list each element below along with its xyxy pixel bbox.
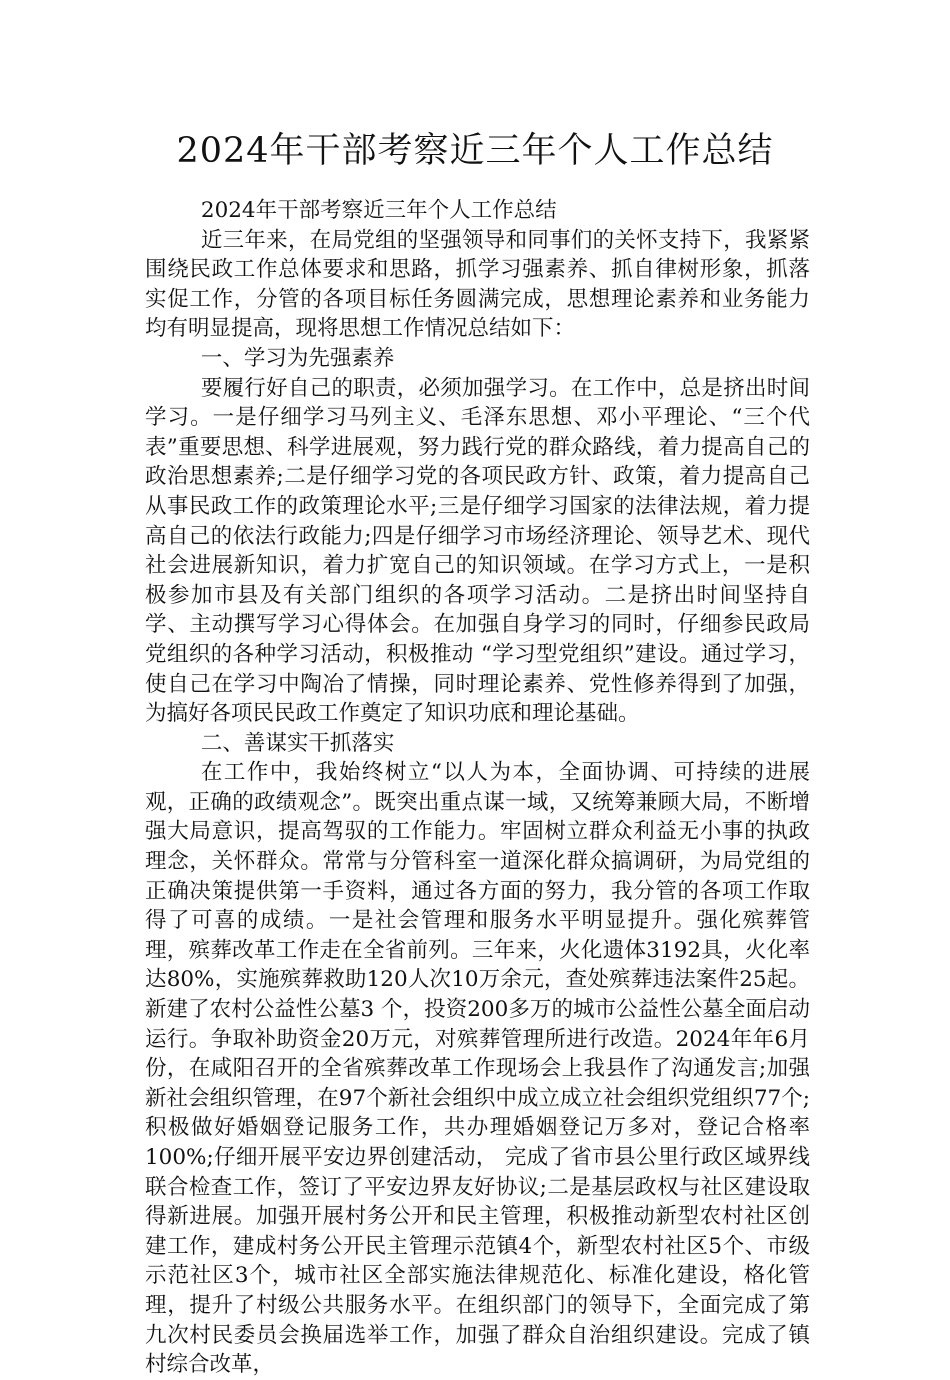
subtitle-paragraph: 2024年干部考察近三年个人工作总结: [200, 198, 557, 223]
document-body: [145, 196, 810, 1380]
section-2-paragraph: 在工作中，我始终树立“以人为本，全面协调、可持续的进展观，正确的政绩观念”。既突出重点谋一域，又统筹兼顾大局，不断增强大局意识，提高驾驭的工作能力。牢固树立群众利益无小事的执政理念，关怀群众。常常与分管科室一道深化群众搞调研，为局党组的正确决策提供第一手资料，通过各方面的努力，我分管的各项工作取得了可喜的成绩。一是社会管理和服务水平明显提升。强化殡葬管理，殡葬改革工作走在全省前列。三年来，火化遗体3192具，火化率达80%，实施殡葬救助120人次10万余元，查处殡葬违法案件25起。新建了农村公益性公墓3 个，投资200多万的城市公益性公墓全面启动运行。争取补助资金20万元，对殡葬管理所进行改造。2024年年6月份，在咸阳召开的全省殡葬改革工作现场会上我县作了沟通发言;加强新社会组织管理，在97个新社会组织中成立成立社会组织党组织77个;积极做好婚姻登记服务工作，共办理婚姻登记万多对，登记合格率100%;仔细开展平安边界创建活动， 完成了省市县公里行政区域界线联合检查工作，签订了平安边界友好协议;二是基层政权与社区建设取得新进展。加强开展村务公开和民主管理，积极推动新型农村社区创建工作，建成村务公开民主管理示范镇4个，新型农村社区5个、市级示范社区3个，城市社区全部实施法律规范化、标准化建设，格化管理，提升了村级公共服务水平。在组织部门的领导下，全面完成了第九次村民委员会换届选举工作，加强了群众自治组织建设。完成了镇村综合改革，: [145, 760, 810, 1378]
section-heading-1: 一、学习为先强素养: [200, 345, 395, 371]
intro-paragraph: 近三年来，在局党组的坚强领导和同事们的关怀支持下，我紧紧围绕民政工作总体要求和思路，抓学习强素养、抓自律树形象，抓落实促工作，分管的各项目标任务圆满完成，思想理论素养和业务能力均有明显提高，现将思想工作情况总结如下：: [145, 227, 810, 342]
document-title: 2024年干部考察近三年个人工作总结: [176, 131, 774, 171]
section-1-paragraph: 要履行好自己的职责，必须加强学习。在工作中，总是挤出时间学习。一是仔细学习马列主义、毛泽东思想、邓小平理论、“三个代表”重要思想、科学进展观，努力践行党的群众路线，着力提高自己的政治思想素养;二是仔细学习党的各项民政方针、政策，着力提高自己从事民政工作的政策理论水平;三是仔细学习国家的法律法规，着力提高自己的依法行政能力;四是仔细学习市场经济理论、领导艺术、现代社会进展新知识，着力扩宽自己的知识领域。在学习方式上，一是积极参加市县及有关部门组织的各项学习活动。二是挤出时间坚持自学、主动撰写学习心得体会。在加强自身学习的同时，仔细参民政局党组织的各种学习活动，积极推动 “学习型党组织”建设。通过学习，使自己在学习中陶冶了情操，同时理论素养、党性修养得到了加强，为搞好各项民民政工作奠定了知识功底和理论基础。: [145, 375, 810, 727]
section-heading-2: 二、善谋实干抓落实: [200, 730, 395, 756]
